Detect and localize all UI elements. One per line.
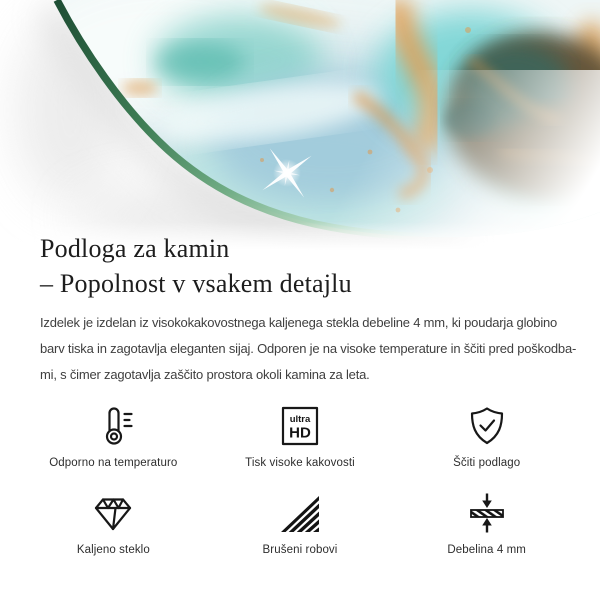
ultra-hd-icon [278, 404, 322, 448]
shield-check-icon [465, 404, 509, 448]
feature-label: Brušeni robovi [262, 544, 338, 556]
feature-protection [393, 402, 580, 469]
feature-grid [20, 402, 580, 556]
thickness-icon [465, 491, 509, 535]
description-line: mi, s čimer zagotavlja zaščito prostora okoli kamina za leta. [40, 367, 370, 382]
description-line: Izdelek je izdelan iz visokokakovostnega kaljenega stekla debeline 4 mm, ki poudarja globino [40, 315, 558, 330]
description-line: barv tiska in zagotavlja eleganten sijaj. Odporen je na visoke temperature in ščiti pred poškodba- [40, 341, 577, 356]
feature-thickness [393, 489, 580, 556]
feature-label: Odporno na temperaturo [49, 457, 178, 469]
bevel-edges-icon [278, 491, 322, 535]
diamond-icon [91, 491, 135, 535]
page-title-line-1: Podloga za kamin [40, 234, 230, 263]
product-image [0, 0, 600, 252]
feature-label: Kaljeno steklo [76, 544, 150, 556]
feature-temperature [20, 402, 207, 469]
svg-text:HD: HD [289, 424, 311, 442]
page-title [40, 231, 352, 301]
feature-tempered-glass [20, 489, 207, 556]
thermometer-icon [91, 404, 135, 448]
feature-print-quality [207, 402, 394, 469]
page-title-line-2: – Popolnost v vsakem detajlu [40, 269, 352, 298]
feature-label: Tisk visoke kakovosti [245, 457, 355, 469]
feature-label: Debelina 4 mm [447, 544, 526, 556]
feature-polished-edges [207, 489, 394, 556]
svg-text:ultra: ultra [289, 414, 311, 425]
feature-label: Ščiti podlago [453, 457, 521, 469]
product-description [40, 310, 576, 388]
